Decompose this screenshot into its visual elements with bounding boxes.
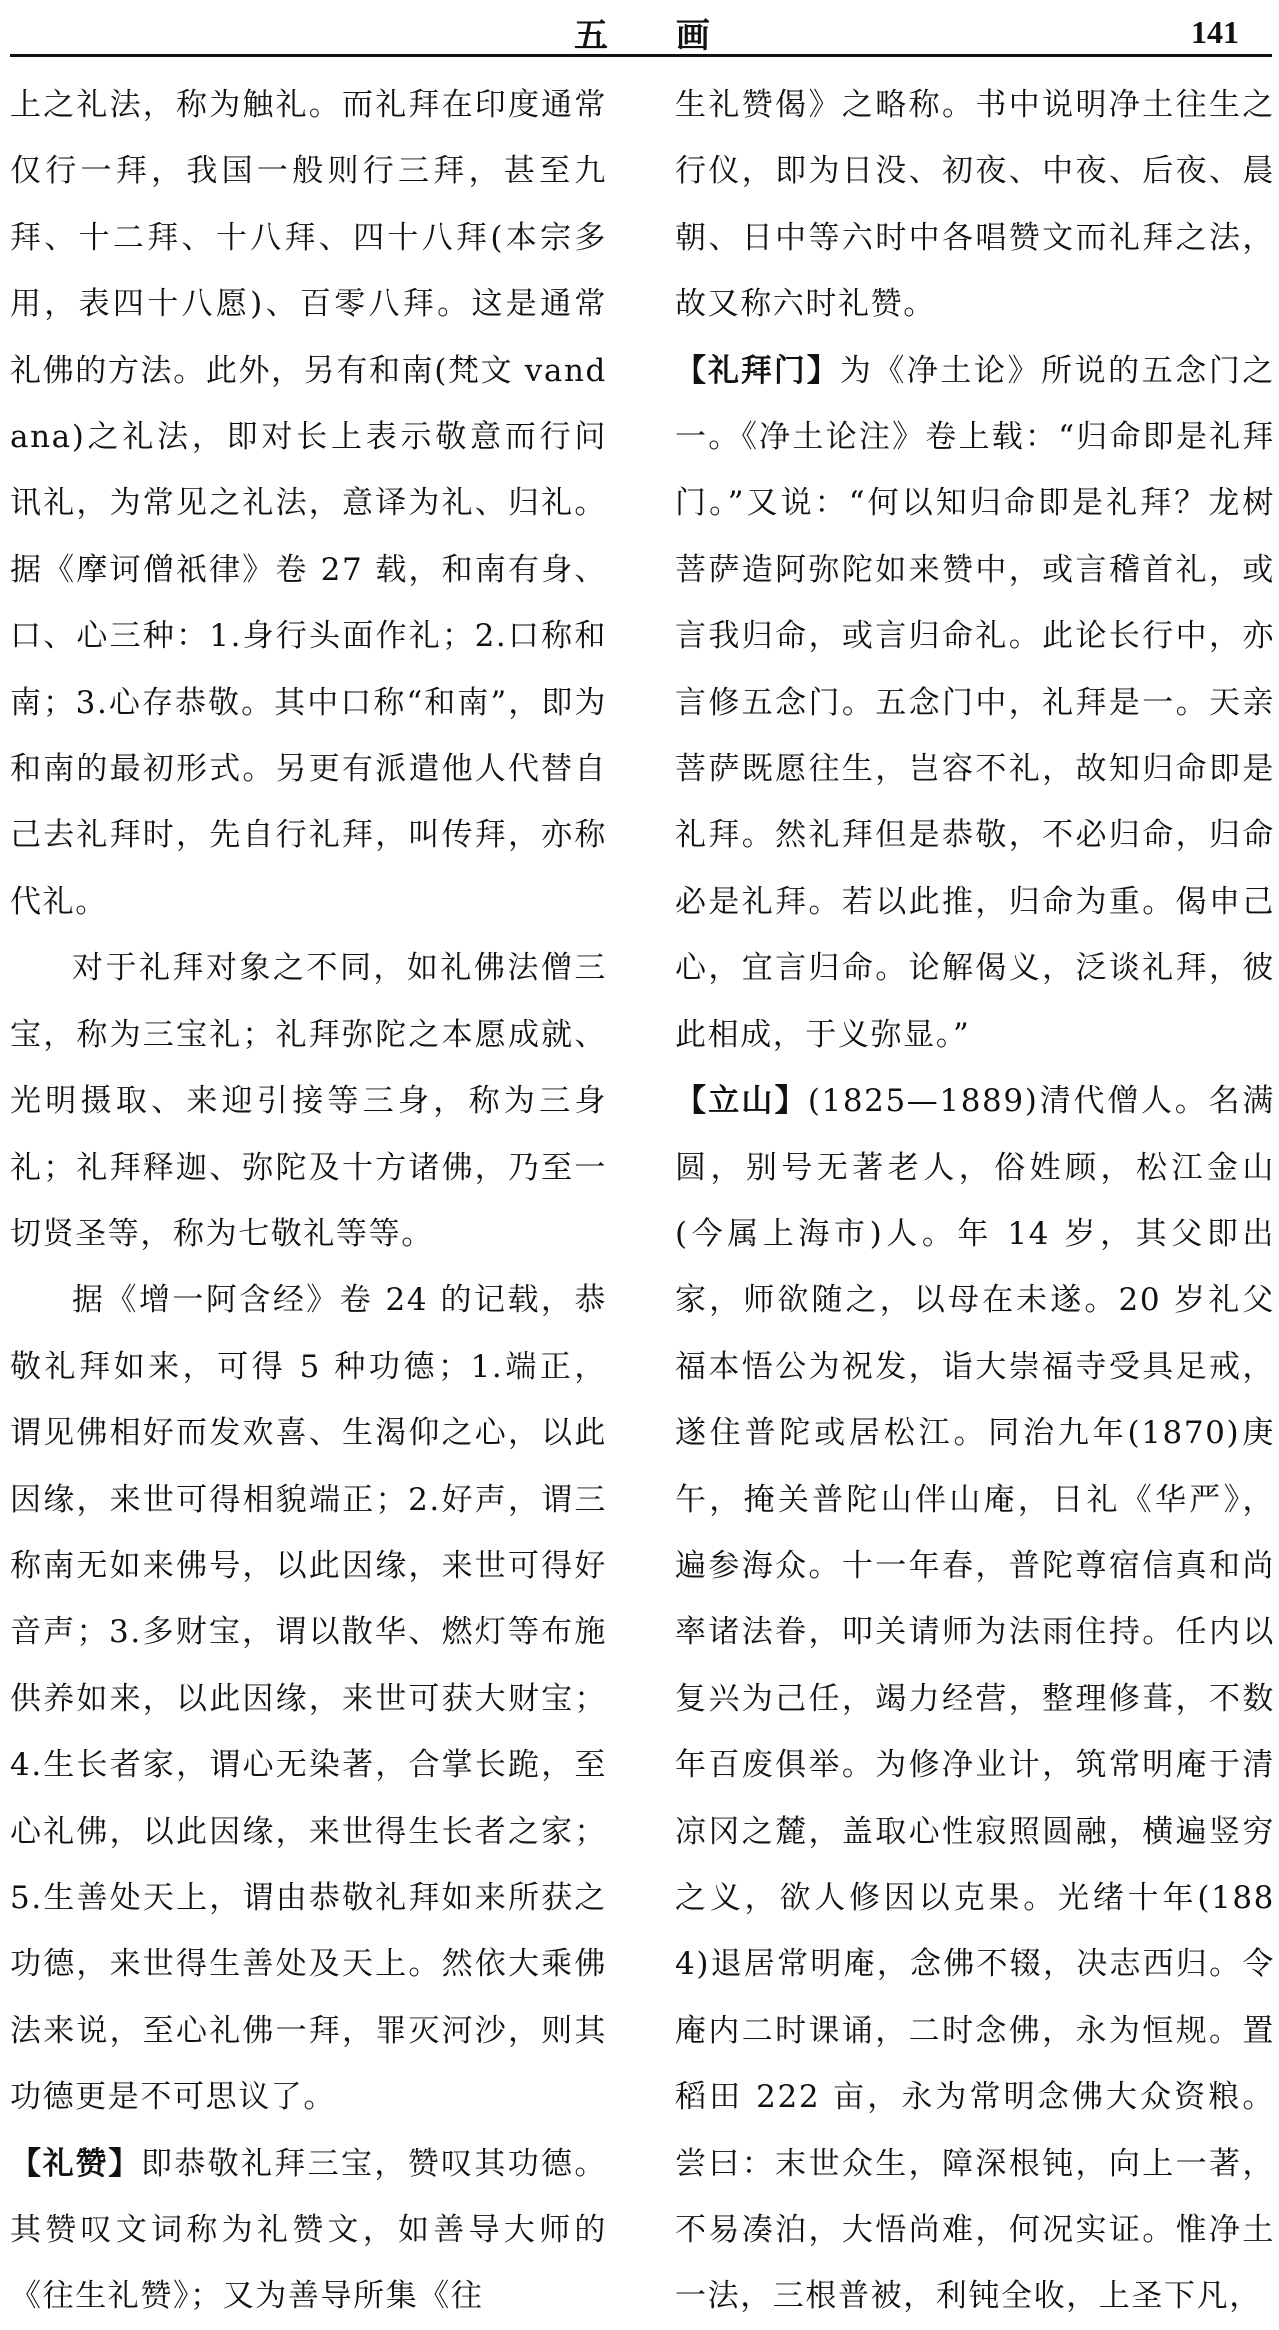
entry-text: 为《净土论》所说的五念门之一。《净土论注》卷上载：“归命即是礼拜门。”又说：“何以知归命即是礼拜？龙树菩萨造阿弥陀如来赞中，或言稽首礼，或言我归命，或言归命礼。此论长行中，亦言修五念门。五念门中，礼拜是一。天亲菩萨既愿往生，岂容不礼，故知归命即是礼拜。然礼拜但是恭敬，不必归命，归命必是礼拜。若以此推，归命为重。偈申己心，宜言归命。论解偈义，泛谈礼拜，彼此相成，于义弥显。” — [675, 352, 1275, 1053]
paragraph-text: 对于礼拜对象之不同，如礼佛法僧三宝，称为三宝礼；礼拜弥陀之本愿成就、光明摄取、来迎引接等三身，称为三身礼；礼拜释迦、弥陀及十方诸佛，乃至一切贤圣等，称为七敬礼等等。 — [10, 950, 607, 1252]
entry-headword: 【礼拜门】 — [675, 352, 840, 389]
entry-text: 即恭敬礼拜三宝，赞叹其功德。其赞叹文词称为礼赞文，如善导大师的《往生礼赞》；又为善导所集《往 — [10, 2145, 607, 2315]
paragraph-text: 据《增一阿含经》卷 24 的记载，恭敬礼拜如来，可得 5 种功德；1.端正，谓见佛相好而发欢喜、生渴仰之心，以此因缘，来世可得相貌端正；2.好声，谓三称南无如来佛号，以此因缘，来世可得好音声；3.多财宝，谓以散华、燃灯等布施供养如来，以此因缘，来世可获大财宝；4.生长者家，谓心无染著，合掌长跪，至心礼佛，以此因缘，来世得生长者之家；5.生善处天上，谓由恭敬礼拜如来所获之功德，来世得生善处及天上。然依大乘佛法来说，至心礼佛一拜，罪灭河沙，则其功德更是不可思议了。 — [10, 1282, 607, 2116]
paragraph — [10, 72, 607, 935]
paragraph-text: 上之礼法，称为触礼。而礼拜在印度通常仅行一拜，我国一般则行三拜，甚至九拜、十二拜、十八拜、四十八拜(本宗多用，表四十八愿)、百零八拜。这是通常礼佛的方法。此外，另有和南(梵文 vandana)之礼法，即对长上表示敬意而行问讯礼，为常见之礼法，意译为礼、归礼。据《摩诃僧祇律》卷 27 载，和南有身、口、心三种：1.身行头面作礼；2.口称和南；3.心存恭敬。其中口称“和南”，即为和南的最初形式。另更有派遣他人代替自己去礼拜时，先自行礼拜，叫传拜，亦称代礼。 — [10, 87, 607, 920]
page-header — [0, 0, 1279, 58]
entry-li-bai-men — [675, 338, 1275, 1068]
entry-li-shan — [675, 1068, 1275, 2330]
running-head-title: 五 画 — [574, 16, 738, 56]
entry-headword: 【礼赞】 — [10, 2145, 141, 2182]
entry-headword: 【立山】 — [675, 1083, 808, 1120]
entry-li-zan — [10, 2131, 607, 2330]
entry-text: (1825—1889)清代僧人。名满圆，别号无著老人，俗姓顾，松江金山(今属上海市)人。年 14 岁，其父即出家，师欲随之，以母在未遂。20 岁礼父福本悟公为祝发，诣大崇福寺受具足戒，遂住普陀或居松江。同治九年(1870)庚午，掩关普陀山伴山庵，日礼《华严》，遍参海众。十一年春，普陀尊宿信真和尚率诸法眷，叩关请师为法雨住持。任内以复兴为己任，竭力经营，整理修葺，不数年百废俱举。为修净业计，筑常明庵于清凉冈之麓，盖取心性寂照圆融，横遍竖穷之义，欲人修因以克果。光绪十年(1884)退居常明庵，念佛不辍，决志西归。令庵内二时课诵，二时念佛，永为恒规。置稻田 222 亩，永为常明念佛大众资粮。尝曰：末世众生，障深根钝，向上一著，不易凑泊，大悟尚难，何况实证。惟净土一法，三根普被，利钝全收，上圣下凡， — [675, 1083, 1275, 2315]
paragraph — [675, 72, 1275, 338]
page-number: 141 — [1191, 14, 1239, 50]
paragraph-text: 生礼赞偈》之略称。书中说明净土往生之行仪，即为日没、初夜、中夜、后夜、晨朝、日中等六时中各唱赞文而礼拜之法，故又称六时礼赞。 — [675, 87, 1275, 323]
right-column — [675, 72, 1275, 2315]
paragraph — [10, 935, 607, 1267]
paragraph — [10, 1267, 607, 2130]
header-rule — [10, 54, 1272, 57]
left-column — [10, 72, 607, 2315]
